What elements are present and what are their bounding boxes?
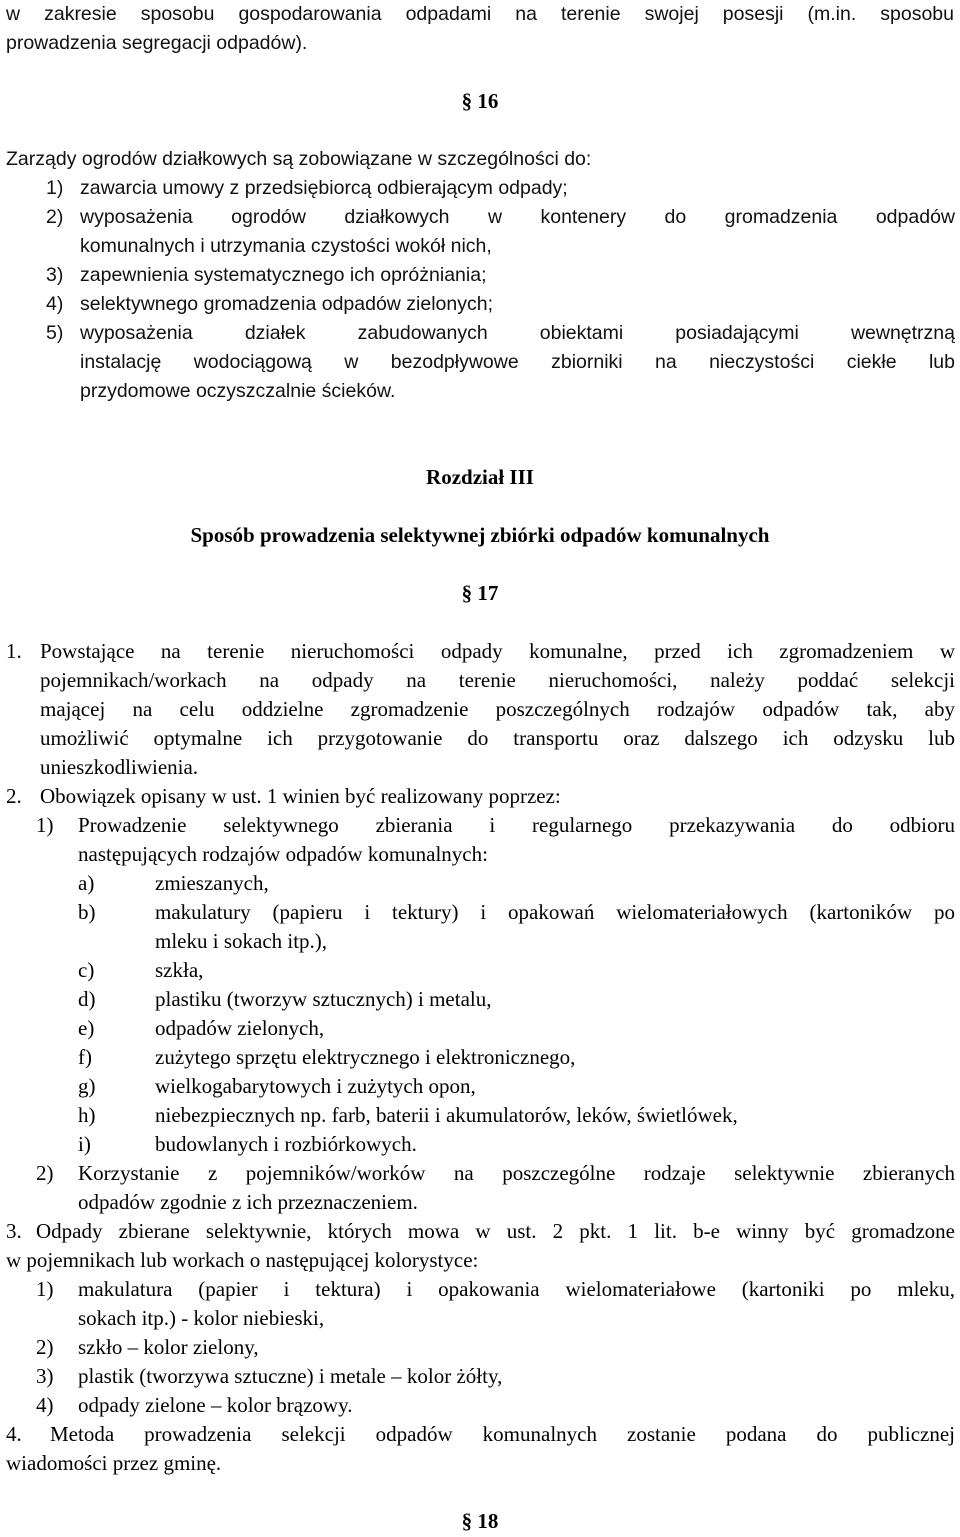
list-item-continuation: sokach itp.) - kolor niebieski, [78, 1306, 325, 1330]
section-heading-17: § 17 [461, 581, 499, 605]
list-item-continuation: odpadów zgodnie z ich przeznaczeniem. [78, 1190, 418, 1214]
list-item: Prowadzenie selektywnego zbierania i regularnego przekazywania do odbioru [78, 813, 955, 837]
letter-number: i) [78, 1132, 91, 1156]
letter-item: wielkogabarytowych i zużytych opon, [155, 1074, 476, 1098]
list-item: wyposażenia działek zabudowanych obiektami posiadającymi wewnętrzną [80, 322, 955, 344]
paragraph-number: 2. [6, 784, 22, 808]
list-item: wyposażenia ogrodów działkowych w kontenery do gromadzenia odpadów [80, 206, 955, 228]
list-number: 5) [46, 322, 64, 344]
letter-item: zużytego sprzętu elektrycznego i elektronicznego, [155, 1045, 576, 1069]
list-item-continuation: następujących rodzajów odpadów komunalnych: [78, 842, 488, 866]
list-item-continuation: instalację wodociągową w bezodpływowe zbiorniki na nieczystości ciekłe lub [80, 351, 955, 373]
chapter-title: Rozdział III [426, 465, 534, 489]
paragraph-line: wiadomości przez gminę. [6, 1451, 222, 1475]
list-number: 4) [36, 1393, 54, 1417]
list-item-continuation: komunalnych i utrzymania czystości wokół nich, [80, 235, 492, 257]
list-number: 1) [36, 813, 54, 837]
letter-item-continuation: mleku i sokach itp.), [155, 929, 328, 953]
section-16-lead: Zarządy ogrodów działkowych są zobowiązane w szczególności do: [6, 148, 592, 170]
letter-number: d) [78, 987, 96, 1011]
list-item: szkło – kolor zielony, [78, 1335, 259, 1359]
letter-number: c) [78, 958, 95, 982]
letter-item: zmieszanych, [155, 871, 269, 895]
list-number: 4) [46, 293, 64, 315]
paragraph-line: mającej na celu oddzielne zgromadzenie poszczególnych rodzajów odpadów tak, aby [40, 697, 955, 721]
letter-item: odpadów zielonych, [155, 1016, 325, 1040]
letter-number: b) [78, 900, 96, 924]
letter-number: h) [78, 1103, 96, 1127]
list-item: plastik (tworzywa sztuczne) i metale – kolor żółty, [78, 1364, 503, 1388]
letter-number: f) [78, 1045, 92, 1069]
list-number: 2) [36, 1335, 54, 1359]
paragraph-number: 3. [6, 1219, 22, 1243]
letter-number: e) [78, 1016, 95, 1040]
paragraph-line: umożliwić optymalne ich przygotowanie do transportu oraz dalszego ich odzysku lub [40, 726, 955, 750]
list-number: 2) [36, 1161, 54, 1185]
intro-line: w zakresie sposobu gospodarowania odpadami na terenie swojej posesji (m.in. sposobu [6, 3, 954, 25]
paragraph-line: Metoda prowadzenia selekcji odpadów komunalnych zostanie podana do publicznej [50, 1422, 955, 1446]
paragraph-line: Obowiązek opisany w ust. 1 winien być realizowany poprzez: [40, 784, 561, 808]
paragraph-line: Powstające na terenie nieruchomości odpady komunalne, przed ich zgromadzeniem w [40, 639, 955, 663]
list-number: 3) [36, 1364, 54, 1388]
paragraph-line: pojemnikach/workach na odpady na terenie nieruchomości, należy poddać selekcji [40, 668, 955, 692]
intro-line: prowadzenia segregacji odpadów). [6, 32, 308, 54]
letter-item: makulatury (papieru i tektury) i opakowań wielomateriałowych (kartoników po [155, 900, 955, 924]
list-item: odpady zielone – kolor brązowy. [78, 1393, 353, 1417]
paragraph-number: 4. [6, 1422, 22, 1446]
paragraph-line: w pojemnikach lub workach o następującej kolorystyce: [6, 1248, 479, 1272]
list-item: Korzystanie z pojemników/worków na poszczególne rodzaje selektywnie zbieranych [78, 1161, 955, 1185]
letter-item: plastiku (tworzyw sztucznych) i metalu, [155, 987, 492, 1011]
paragraph-line: unieszkodliwienia. [40, 755, 199, 779]
list-item: zapewnienia systematycznego ich opróżniania; [80, 264, 487, 286]
list-item: zawarcia umowy z przedsiębiorcą odbierającym odpady; [80, 177, 568, 199]
list-item: selektywnego gromadzenia odpadów zielonych; [80, 293, 494, 315]
letter-number: a) [78, 871, 95, 895]
list-number: 2) [46, 206, 64, 228]
section-heading-18: § 18 [461, 1509, 499, 1533]
letter-item: budowlanych i rozbiórkowych. [155, 1132, 417, 1156]
letter-number: g) [78, 1074, 96, 1098]
letter-item: niebezpiecznych np. farb, baterii i akumulatorów, leków, świetlówek, [155, 1103, 738, 1127]
list-number: 3) [46, 264, 64, 286]
letter-item: szkła, [155, 958, 204, 982]
section-heading-16: § 16 [461, 89, 499, 113]
paragraph-line: Odpady zbierane selektywnie, których mowa w ust. 2 pkt. 1 lit. b-e winny być gromadzone [36, 1219, 955, 1243]
list-item-continuation: przydomowe oczyszczalnie ścieków. [80, 380, 396, 402]
list-number: 1) [46, 177, 64, 199]
chapter-subtitle: Sposób prowadzenia selektywnej zbiórki odpadów komunalnych [190, 523, 770, 547]
paragraph-number: 1. [6, 639, 22, 663]
list-number: 1) [36, 1277, 54, 1301]
list-item: makulatura (papier i tektura) i opakowania wielomateriałowe (kartoniki po mleku, [78, 1277, 955, 1301]
